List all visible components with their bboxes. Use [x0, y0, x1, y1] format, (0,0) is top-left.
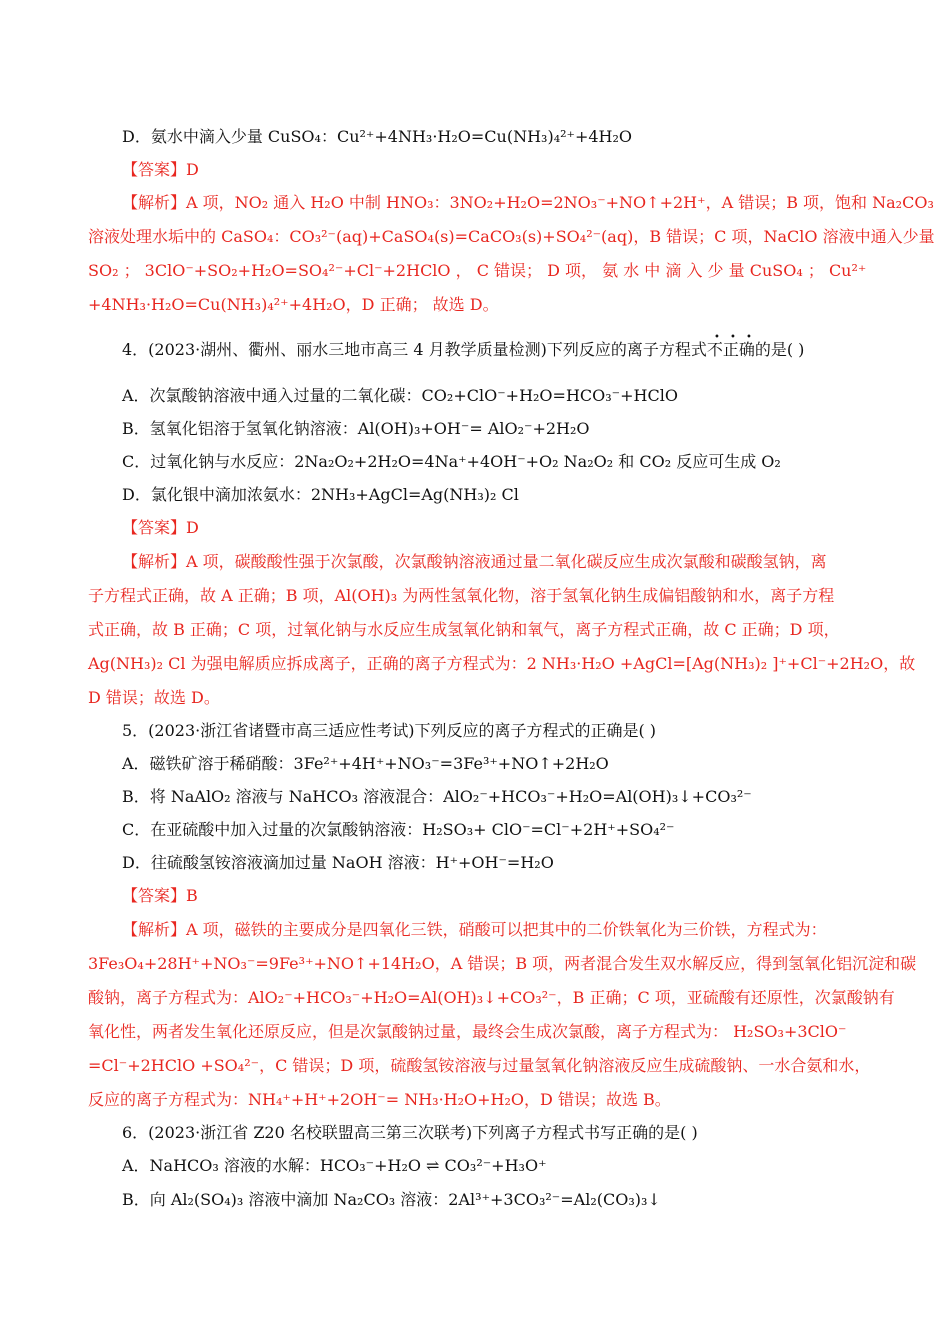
q4-explanation-line: 【解析】A 项，碳酸酸性强于次氯酸，次氯酸钠溶液通过量二氧化碳反应生成次氯酸和碳酸氢钠，离: [122, 552, 827, 571]
q3-explanation-line: 溶液处理水垢中的 CaSO₄：CO₃²⁻(aq)+CaSO₄(s)=CaCO₃(s)+SO₄²⁻(aq)，B 错误；C 项，NaClO 溶液中通入少量: [88, 227, 935, 246]
q5-option-a: A．磁铁矿溶于稀硝酸：3Fe²⁺+4H⁺+NO₃⁻=3Fe³⁺+NO↑+2H₂O: [122, 754, 609, 773]
q5-explanation-line: 氧化性，两者发生氧化还原反应，但是次氯酸钠过量，最终会生成次氯酸，离子方程式为： H₂SO₃+3ClO⁻: [88, 1022, 847, 1041]
q5-option-c: C．在亚硫酸中加入过量的次氯酸钠溶液：H₂SO₃+ ClO⁻=Cl⁻+2H⁺+SO₄²⁻: [122, 820, 675, 839]
q4-explanation-line: 子方程式正确，故 A 正确；B 项，Al(OH)₃ 为两性氢氧化物，溶于氢氧化钠生成偏铝酸钠和水，离子方程: [88, 586, 835, 605]
q4-explanation-line: 式正确，故 B 正确；C 项，过氧化钠与水反应生成氢氧化钠和氧气，离子方程式正确，故 C 正确；D 项，: [88, 620, 840, 639]
q5-explanation-line: 反应的离子方程式为：NH₄⁺+H⁺+2OH⁻= NH₃·H₂O+H₂O，D 错误；故选 B。: [88, 1090, 671, 1109]
q4-option-b: B．氢氧化铝溶于氢氧化钠溶液：Al(OH)₃+OH⁻= AlO₂⁻+2H₂O: [122, 419, 590, 438]
q3-option-d: D．氨水中滴入少量 CuSO₄：Cu²⁺+4NH₃·H₂O=Cu(NH₃)₄²⁺+4H₂O: [122, 127, 633, 146]
question-4: [122, 332, 805, 361]
q3-explanation-line: +4NH₃·H₂O=Cu(NH₃)₄²⁺+4H₂O，D 正确； 故选 D。: [88, 295, 499, 314]
q4-answer: 【答案】D: [122, 518, 199, 537]
question-4-text: 4．(2023·湖州、衢州、丽水三地市高三 4 月教学质量检测)下列反应的离子方程式不正确的是( ): [122, 340, 805, 359]
q5-explanation-line: 3Fe₃O₄+28H⁺+NO₃⁻=9Fe³⁺+NO↑+14H₂O，A 错误；B 项，两者混合发生双水解反应，得到氢氧化铝沉淀和碳: [88, 954, 917, 973]
q6-option-b: B．向 Al₂(SO₄)₃ 溶液中滴加 Na₂CO₃ 溶液：2Al³⁺+3CO₃²⁻=Al₂(CO₃)₃↓: [122, 1190, 661, 1209]
q4-option-a: A．次氯酸钠溶液中通入过量的二氧化碳：CO₂+ClO⁻+H₂O=HCO₃⁻+HClO: [122, 386, 678, 405]
q5-explanation-line: 酸钠，离子方程式为：AlO₂⁻+HCO₃⁻+H₂O=Al(OH)₃↓+CO₃²⁻，B 正确；C 项，亚硫酸有还原性，次氯酸钠有: [88, 988, 895, 1007]
question-5: 5．(2023·浙江省诸暨市高三适应性考试)下列反应的离子方程式的正确是( ): [122, 721, 657, 740]
q5-answer: 【答案】B: [122, 886, 198, 905]
q4-explanation-line: D 错误；故选 D。: [88, 688, 220, 707]
question-6: 6．(2023·浙江省 Z20 名校联盟高三第三次联考)下列离子方程式书写正确的是( ): [122, 1123, 698, 1142]
q5-option-d: D．往硫酸氢铵溶液滴加过量 NaOH 溶液：H⁺+OH⁻=H₂O: [122, 853, 554, 872]
emphasis-dot: •: [730, 332, 736, 343]
q5-explanation-line: =Cl⁻+2HClO +SO₄²⁻，C 错误；D 项，硫酸氢铵溶液与过量氢氧化钠溶液反应生成硫酸钠、一水合氨和水，: [88, 1056, 871, 1075]
q3-explanation-line: 【解析】A 项，NO₂ 通入 H₂O 中制 HNO₃：3NO₂+H₂O=2NO₃⁻+NO↑+2H⁺，A 错误；B 项，饱和 Na₂CO₃: [122, 193, 934, 212]
q4-option-d: D．氯化银中滴加浓氨水：2NH₃+AgCl=Ag(NH₃)₂ Cl: [122, 485, 519, 504]
emphasis-dot: •: [714, 332, 720, 343]
q6-option-a: A．NaHCO₃ 溶液的水解：HCO₃⁻+H₂O ⇌ CO₃²⁻+H₃O⁺: [122, 1156, 547, 1175]
q5-explanation-line: 【解析】A 项，磁铁的主要成分是四氧化三铁，硝酸可以把其中的二价铁氧化为三价铁，方程式为：: [122, 920, 827, 939]
emphasis-dot: •: [746, 332, 752, 343]
q5-option-b: B．将 NaAlO₂ 溶液与 NaHCO₃ 溶液混合：AlO₂⁻+HCO₃⁻+H₂O=Al(OH)₃↓+CO₃²⁻: [122, 787, 752, 806]
q3-explanation-line: SO₂ ； 3ClO⁻+SO₂+H₂O=SO₄²⁻+Cl⁻+2HClO ， C 错误； D 项， 氨 水 中 滴 入 少 量 CuSO₄ ； Cu²⁺: [88, 261, 867, 280]
q4-explanation-line: Ag(NH₃)₂ Cl 为强电解质应拆成离子，正确的离子方程式为：2 NH₃·H₂O +AgCl=[Ag(NH₃)₂ ]⁺+Cl⁻+2H₂O，故: [88, 654, 916, 673]
q4-option-c: C．过氧化钠与水反应：2Na₂O₂+2H₂O=4Na⁺+4OH⁻+O₂ Na₂O₂ 和 CO₂ 反应可生成 O₂: [122, 452, 781, 471]
q3-answer: 【答案】D: [122, 160, 199, 179]
